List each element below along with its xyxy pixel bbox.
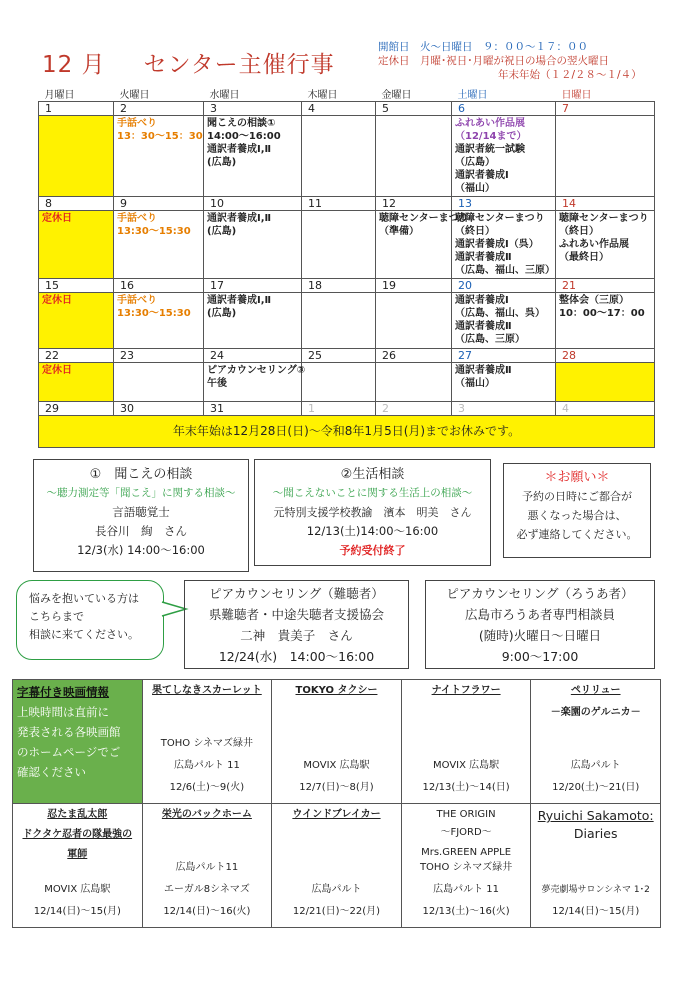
day-cell [302,211,376,279]
movie-venue: 広島パルト 11 [433,884,500,895]
request-title: ＊お願い＊ [544,470,610,485]
day-cell [39,116,114,197]
movie-venue: 広島パルト11 [175,862,239,873]
day-number: 18 [302,279,376,293]
day-cell [376,116,452,197]
event-calendar [38,86,655,448]
day-cell [302,293,376,349]
day-number: 8 [39,197,114,211]
consultant-role: 言語聴覚士 [112,505,170,519]
movie-venue: エーガル8シネマズ [163,884,250,895]
movie-cell [142,680,272,804]
consultant-name: 長谷川 絢 さん [95,524,187,538]
weekday: 木曜日 [307,90,338,101]
movie-cell [401,680,531,804]
movie-title: Mrs.GREEN APPLE [421,847,512,858]
movies-intro: 字幕付き映画情報 上映時間は直前に 発表される各映画館 のホームページでご 確認ください [13,680,143,804]
peer-title: ピアカウンセリング（ろうあ者） [446,586,634,601]
movie-cell [142,804,272,928]
movie-venue: MOVIX 広島駅 [303,760,370,771]
day-cell [556,116,655,197]
day-number: 3 [452,402,556,416]
consult-title: ① 聞こえの相談 [89,467,193,482]
movie-title: 忍たま乱太郎 [47,809,108,820]
request-notice [503,463,651,558]
holiday-notice: 年末年始は12月28日(日)～令和8年1月5日(月)までお休みです。 [39,416,655,448]
day-number: 9 [114,197,204,211]
request-line: 必ず連絡してください。 [516,528,638,541]
day-number: 6 [452,102,556,116]
movie-title: ～FJORD～ [440,827,492,838]
day-number: 30 [114,402,204,416]
day-number: 10 [204,197,302,211]
day-cell [376,293,452,349]
peer-name: 二神 貴美子 さん [240,628,353,643]
day-events: 聞こえの相談① 14:00～16:00 通訳者養成Ⅰ,Ⅱ (広島) [204,116,302,197]
day-cell [376,363,452,402]
movie-date: 12/7(日)～8(月) [299,782,374,793]
request-line: 悪くなった場合は、 [527,509,627,522]
day-number: 2 [376,402,452,416]
weekday: 土曜日 [457,90,488,101]
day-events: 手話べり 13：30～15：30 [114,116,204,197]
movie-date: 12/13(土)～14(日) [422,782,510,793]
movie-cell [272,804,402,928]
weekday: 月曜日 [44,90,75,101]
day-number: 11 [302,197,376,211]
day-number: 26 [376,349,452,363]
movie-venue: MOVIX 広島駅 [44,884,111,895]
reservation-closed-note: 予約受付終了 [339,544,406,557]
day-number: 4 [302,102,376,116]
day-events: 通訳者養成Ⅰ,Ⅱ (広島) [204,293,302,349]
day-events: 手話べり 13:30～15:30 [114,293,204,349]
day-number: 20 [452,279,556,293]
movie-title: ペリリュー [570,685,621,696]
movie-venue: 夢売劇場サロンシネマ 1･2 [541,885,650,895]
speech-bubble [16,580,164,660]
request-line: 予約の日時にご都合が [522,490,632,503]
movie-cell [401,804,531,928]
movie-venue: 広島パルト [311,884,362,895]
page-title: 12 月 センター主催行事 [42,52,335,78]
day-events: ピアカウンセリング③ 午後 [204,363,302,402]
day-number: 15 [39,279,114,293]
peer-org: 広島市ろうあ者専門相談員 [464,607,615,622]
opening-info: 開館日 火～日曜日 ９：００～１７：００ 定休日 月曜･祝日･月曜が祝日の場合の翌火曜日 年末年始（１２/２８～１/４） [378,41,642,81]
movie-date: 12/14(日)～15(月) [552,906,640,917]
movie-title: TOKYO タクシー [295,685,378,696]
movie-cell [531,804,661,928]
consult-subtitle: ～聴力測定等「聞こえ」に関する相談～ [46,487,236,499]
closed-day: 定休日 [39,211,114,279]
day-number: 27 [452,349,556,363]
movie-venue: 広島パルト 11 [173,760,240,771]
day-number: 16 [114,279,204,293]
day-cell [302,363,376,402]
hearing-consultation [33,459,249,572]
movie-title: THE ORIGIN [436,809,496,820]
peer-date: 12/24(水) 14:00～16:00 [218,649,375,664]
consult-date: 12/3(水) 14:00～16:00 [77,543,205,557]
closed-day: 定休日 [39,293,114,349]
day-events: 聴障センターまつり （終日） 通訳者養成Ⅰ（呉） 通訳者養成Ⅱ （広島、福山、三原） [452,211,556,279]
day-number: 24 [204,349,302,363]
weekday-header [39,86,655,102]
movie-subtitle: －楽園のゲルニカ－ [550,707,641,718]
day-number: 4 [556,402,655,416]
day-number: 1 [302,402,376,416]
weekday: 火曜日 [119,90,150,101]
day-number: 2 [114,102,204,116]
peer-when: (随時)火曜日～日曜日 [478,628,602,643]
day-events: 通訳者養成Ⅰ （広島、福山、呉） 通訳者養成Ⅱ （広島、三原） [452,293,556,349]
peer-org: 県難聴者・中途失聴者支援協会 [208,607,384,622]
movie-title: 栄光のバックホーム [161,809,252,820]
movie-cell [272,680,402,804]
peer-counseling-deaf [425,580,655,669]
bubble-line: 相談に来てください。 [29,628,139,641]
day-number: 21 [556,279,655,293]
movie-cell [531,680,661,804]
weekday: 水曜日 [209,90,240,101]
day-events: 手話べり 13:30～15:30 [114,211,204,279]
day-events: 通訳者養成Ⅰ,Ⅱ (広島) [204,211,302,279]
day-cell [556,363,655,402]
movie-venue: TOHO シネマズ緑井 [419,862,513,873]
consult-date: 12/13(土)14:00～16:00 [306,524,439,538]
day-cell [114,363,204,402]
movie-date: 12/14(日)～15(月) [33,906,121,917]
day-cell [302,116,376,197]
consult-title: ②生活相談 [340,467,405,482]
day-events: 通訳者養成Ⅱ （福山） [452,363,556,402]
weekday: 金曜日 [381,90,412,101]
day-number: 22 [39,349,114,363]
peer-counseling-hard-of-hearing [184,580,409,669]
day-number: 12 [376,197,452,211]
movie-date: 12/21(日)～22(月) [292,906,381,917]
day-events: 聴障センターまつり （準備） [376,211,452,279]
day-number: 5 [376,102,452,116]
movie-venue: MOVIX 広島駅 [433,760,500,771]
subtitled-movies-table [12,679,661,928]
day-number: 19 [376,279,452,293]
peer-title: ピアカウンセリング（難聴者） [209,586,384,601]
closed-day: 定休日 [39,363,114,402]
consult-subtitle: ～聞こえないことに関する生活上の相談～ [272,487,473,499]
day-number: 25 [302,349,376,363]
day-number: 29 [39,402,114,416]
movie-venue: 広島パルト [570,760,621,771]
day-number: 23 [114,349,204,363]
day-number: 13 [452,197,556,211]
consultant-name: 元特別支援学校教諭 濱本 明美 さん [273,506,472,519]
day-events: 聴障センターまつり （終日） ふれあい作品展 （最終日） [556,211,655,279]
movie-title: ドクタケ忍者の隊最強の [22,829,133,840]
movie-title: Ryuichi Sakamoto: [537,808,654,823]
weekday: 日曜日 [561,90,592,101]
movie-date: 12/14(日)～16(火) [163,906,251,917]
movie-title: 果てしなきスカーレット [152,685,262,696]
movie-date: 12/20(土)～21(日) [552,782,640,793]
movie-title: ウインドブレイカー [292,809,381,820]
movie-venue: TOHO シネマズ緑井 [160,738,254,749]
day-events: 整体会（三原） 10：00～17：00 [556,293,655,349]
movie-title: Diaries [573,826,618,841]
day-events: ふれあい作品展 （12/14まで） 通訳者統一試験 （広島） 通訳者養成Ⅰ （福山） [452,116,556,197]
movie-title: ナイトフラワー [431,685,501,696]
movie-title: 軍師 [67,849,88,860]
bubble-line: こちらまで [29,610,84,623]
bubble-line: 悩みを抱いている方は [29,592,139,605]
movie-cell [13,804,143,928]
day-number: 14 [556,197,655,211]
peer-time: 9:00～17:00 [501,649,579,664]
day-number: 7 [556,102,655,116]
day-number: 17 [204,279,302,293]
movie-date: 12/6(土)～9(火) [169,782,245,793]
movie-date: 12/13(土)～16(火) [422,906,510,917]
day-number: 28 [556,349,655,363]
day-number: 31 [204,402,302,416]
day-number: 3 [204,102,302,116]
day-number: 1 [39,102,114,116]
life-consultation [254,459,491,566]
